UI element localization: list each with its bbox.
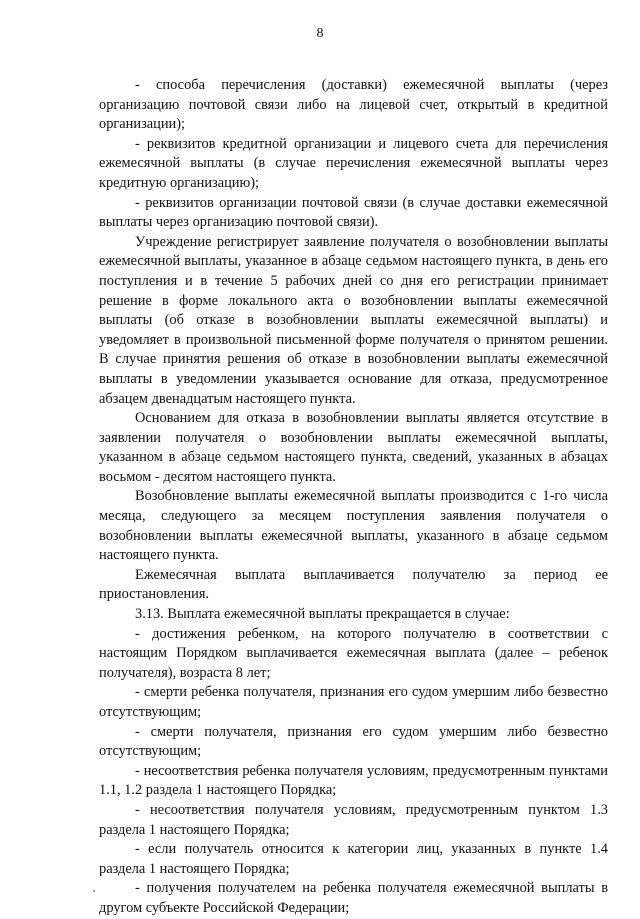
list-item-recipient-conditions: - несоответствия получателя условиям, предусмотренным пунктом 1.3 раздела 1 настоящего Порядка;	[99, 801, 608, 838]
paragraph-section-3-13: 3.13. Выплата ежемесячной выплаты прекращается в случае:	[135, 606, 510, 623]
list-item-child-death: - смерти ребенка получателя, признания его судом умершим либо безвестно отсутствующим;	[99, 684, 608, 720]
page-number: 8	[316, 26, 324, 41]
paragraph-suspension-period: Ежемесячная выплата выплачивается получателю за период ее приостановления.	[99, 566, 608, 603]
list-item-recipient-death: - смерти получателя, признания его судом умершим либо безвестно отсутствующим;	[99, 723, 608, 760]
list-item-other-region: - получения получателем на ребенка получателя ежемесячной выплаты в другом субъекте Российской Федерации;	[99, 880, 608, 916]
list-item-age-limit: - достижения ребенком, на которого получателю в соответствии с настоящим Порядком выплачивается ежемесячная выплата (далее – ребенок получателя), возраста 8 лет;	[99, 625, 608, 681]
list-item-category: - если получатель относится к категории лиц, указанных в пункте 1.4 раздела 1 настоящего Порядка;	[99, 841, 608, 877]
document-body	[99, 76, 608, 919]
paragraph-postal-details: - реквизитов организации почтовой связи (в случае доставки ежемесячной выплаты через организацию почтовой связи).	[99, 194, 608, 231]
paragraph-refusal-grounds: Основанием для отказа в возобновлении выплаты является отсутствие в заявлении получателя о возобновлении выплаты ежемесячной выплаты, указанном в абзаце седьмом настоящего пункта, сведений, указанных в абзацах восьмом - десятом настоящего пункта.	[99, 410, 608, 485]
list-item-child-conditions: - несоответствия ребенка получателя условиям, предусмотренным пунктами 1.1, 1.2 раздела 1 настоящего Порядка;	[99, 762, 608, 799]
paragraph-payment-method: - способа перечисления (доставки) ежемесячной выплаты (через организацию почтовой связи либо на лицевой счет, открытый в кредитной организации);	[99, 77, 608, 133]
paragraph-bank-details: - реквизитов кредитной организации и лицевого счета для перечисления ежемесячной выплаты (в случае перечисления ежемесячной выплаты через кредитную организацию);	[99, 135, 608, 191]
paragraph-resumption: Возобновление выплаты ежемесячной выплаты производится с 1-го числа месяца, следующего за месяцем поступления заявления получателя о возобновлении выплаты ежемесячной выплаты, указанного в абзаце седьмом настоящего пункта.	[99, 488, 608, 564]
scan-artifact	[93, 890, 95, 892]
paragraph-registration: Учреждение регистрирует заявление получателя о возобновлении выплаты ежемесячной выплаты, указанное в абзаце седьмом настоящего пункта, в день его поступления и в течение 5 рабочих дней со дня его регистрации принимает решение в форме локального акта о возобновлении выплаты ежемесячной выплаты (об отказе в возобновлении выплаты ежемесячной выплаты) и уведомляет в произвольной письменной форме получателя о принятом решении. В случае принятия решения об отказе в возобновлении выплаты ежемесячной выплаты в уведомлении указывается основание для отказа, предусмотренное абзацем двенадцатым настоящего пункта.	[99, 233, 608, 407]
